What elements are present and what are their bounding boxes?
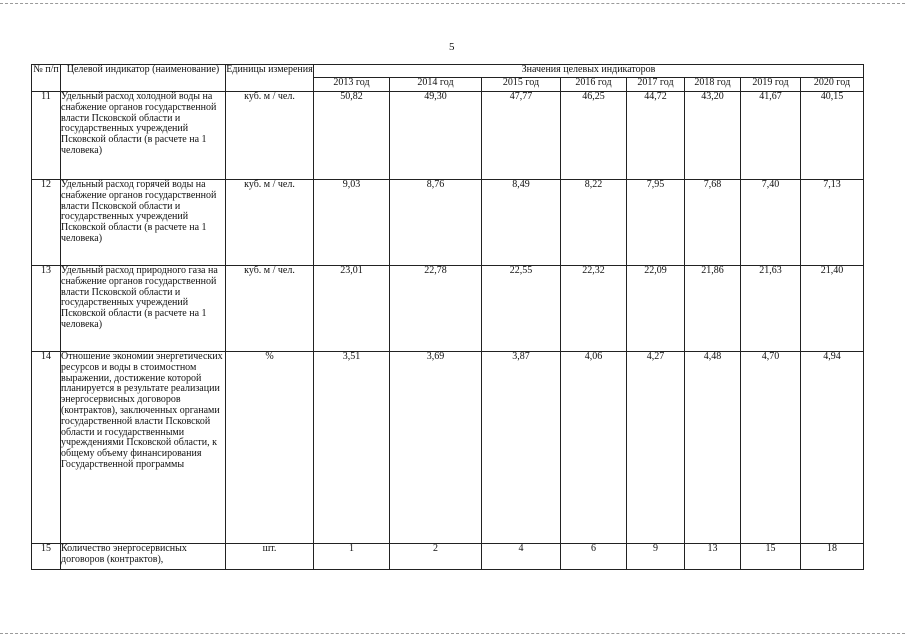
header-units: Единицы измерения: [226, 65, 314, 92]
scan-edge-top: [0, 3, 905, 4]
value-cell: 22,32: [561, 266, 627, 352]
header-year: 2016 год: [561, 78, 627, 92]
table-row: [32, 92, 864, 180]
value-cell: 4,70: [741, 352, 801, 544]
target-indicators-table: [31, 64, 864, 570]
value-cell: 6: [561, 544, 627, 570]
unit-cell: куб. м / чел.: [226, 266, 314, 352]
row-number: 14: [32, 352, 61, 544]
header-year: 2014 год: [390, 78, 482, 92]
indicator-name: Удельный расход природного газа на снабжение органов государственной власти Псковской области и государственных учреждений Псковской области (в расчете на 1 человека): [61, 266, 226, 352]
row-number: 13: [32, 266, 61, 352]
unit-cell: шт.: [226, 544, 314, 570]
indicator-name: Удельный расход холодной воды на снабжение органов государственной власти Псковской области и государственных учреждений Псковской области (в расчете на 1 человека): [61, 92, 226, 180]
row-number: 12: [32, 180, 61, 266]
value-cell: 50,82: [314, 92, 390, 180]
value-cell: 3,69: [390, 352, 482, 544]
value-cell: 21,86: [685, 266, 741, 352]
value-cell: 4,48: [685, 352, 741, 544]
header-year: 2013 год: [314, 78, 390, 92]
value-cell: 8,76: [390, 180, 482, 266]
header-year: 2015 год: [482, 78, 561, 92]
value-cell: 7,68: [685, 180, 741, 266]
value-cell: 22,55: [482, 266, 561, 352]
indicator-name: Количество энергосервисных договоров (контрактов),: [61, 544, 226, 570]
value-cell: 44,72: [627, 92, 685, 180]
value-cell: 3,87: [482, 352, 561, 544]
value-cell: 21,40: [801, 266, 864, 352]
value-cell: 41,67: [741, 92, 801, 180]
value-cell: 1: [314, 544, 390, 570]
value-cell: 3,51: [314, 352, 390, 544]
header-indicator: Целевой индикатор (наименование): [61, 65, 226, 92]
value-cell: 13: [685, 544, 741, 570]
table-row: [32, 352, 864, 544]
indicator-name: Удельный расход горячей воды на снабжение органов государственной власти Псковской области и государственных учреждений Псковской области (в расчете на 1 человека): [61, 180, 226, 266]
value-cell: 43,20: [685, 92, 741, 180]
value-cell: 21,63: [741, 266, 801, 352]
value-cell: 8,22: [561, 180, 627, 266]
value-cell: 4,94: [801, 352, 864, 544]
table-row: [32, 180, 864, 266]
header-year: 2017 год: [627, 78, 685, 92]
page-number: 5: [449, 41, 455, 53]
value-cell: 23,01: [314, 266, 390, 352]
table-row: [32, 266, 864, 352]
value-cell: 4,06: [561, 352, 627, 544]
value-cell: 2: [390, 544, 482, 570]
header-year: 2018 год: [685, 78, 741, 92]
value-cell: 8,49: [482, 180, 561, 266]
value-cell: 9,03: [314, 180, 390, 266]
value-cell: 49,30: [390, 92, 482, 180]
value-cell: 22,78: [390, 266, 482, 352]
value-cell: 7,13: [801, 180, 864, 266]
header-year: 2019 год: [741, 78, 801, 92]
value-cell: 4: [482, 544, 561, 570]
header-year: 2020 год: [801, 78, 864, 92]
unit-cell: куб. м / чел.: [226, 180, 314, 266]
value-cell: 7,40: [741, 180, 801, 266]
value-cell: 9: [627, 544, 685, 570]
value-cell: 46,25: [561, 92, 627, 180]
unit-cell: куб. м / чел.: [226, 92, 314, 180]
row-number: 11: [32, 92, 61, 180]
header-num: № п/п: [32, 65, 61, 92]
header-values-group: Значения целевых индикаторов: [314, 65, 864, 78]
value-cell: 7,95: [627, 180, 685, 266]
unit-cell: %: [226, 352, 314, 544]
value-cell: 22,09: [627, 266, 685, 352]
row-number: 15: [32, 544, 61, 570]
value-cell: 40,15: [801, 92, 864, 180]
table-row: [32, 544, 864, 570]
value-cell: 18: [801, 544, 864, 570]
value-cell: 4,27: [627, 352, 685, 544]
value-cell: 47,77: [482, 92, 561, 180]
scan-edge-bottom: [0, 633, 905, 634]
indicator-name: Отношение экономии энергетических ресурсов и воды в стоимостном выражении, достижение которой планируется в результате реализации энергосервисных договоров (контрактов), заключенных органами государственной власти Псковской области и государственными учреждениями Псковской области, к общему объему финансирования Государственной программы: [61, 352, 226, 544]
value-cell: 15: [741, 544, 801, 570]
